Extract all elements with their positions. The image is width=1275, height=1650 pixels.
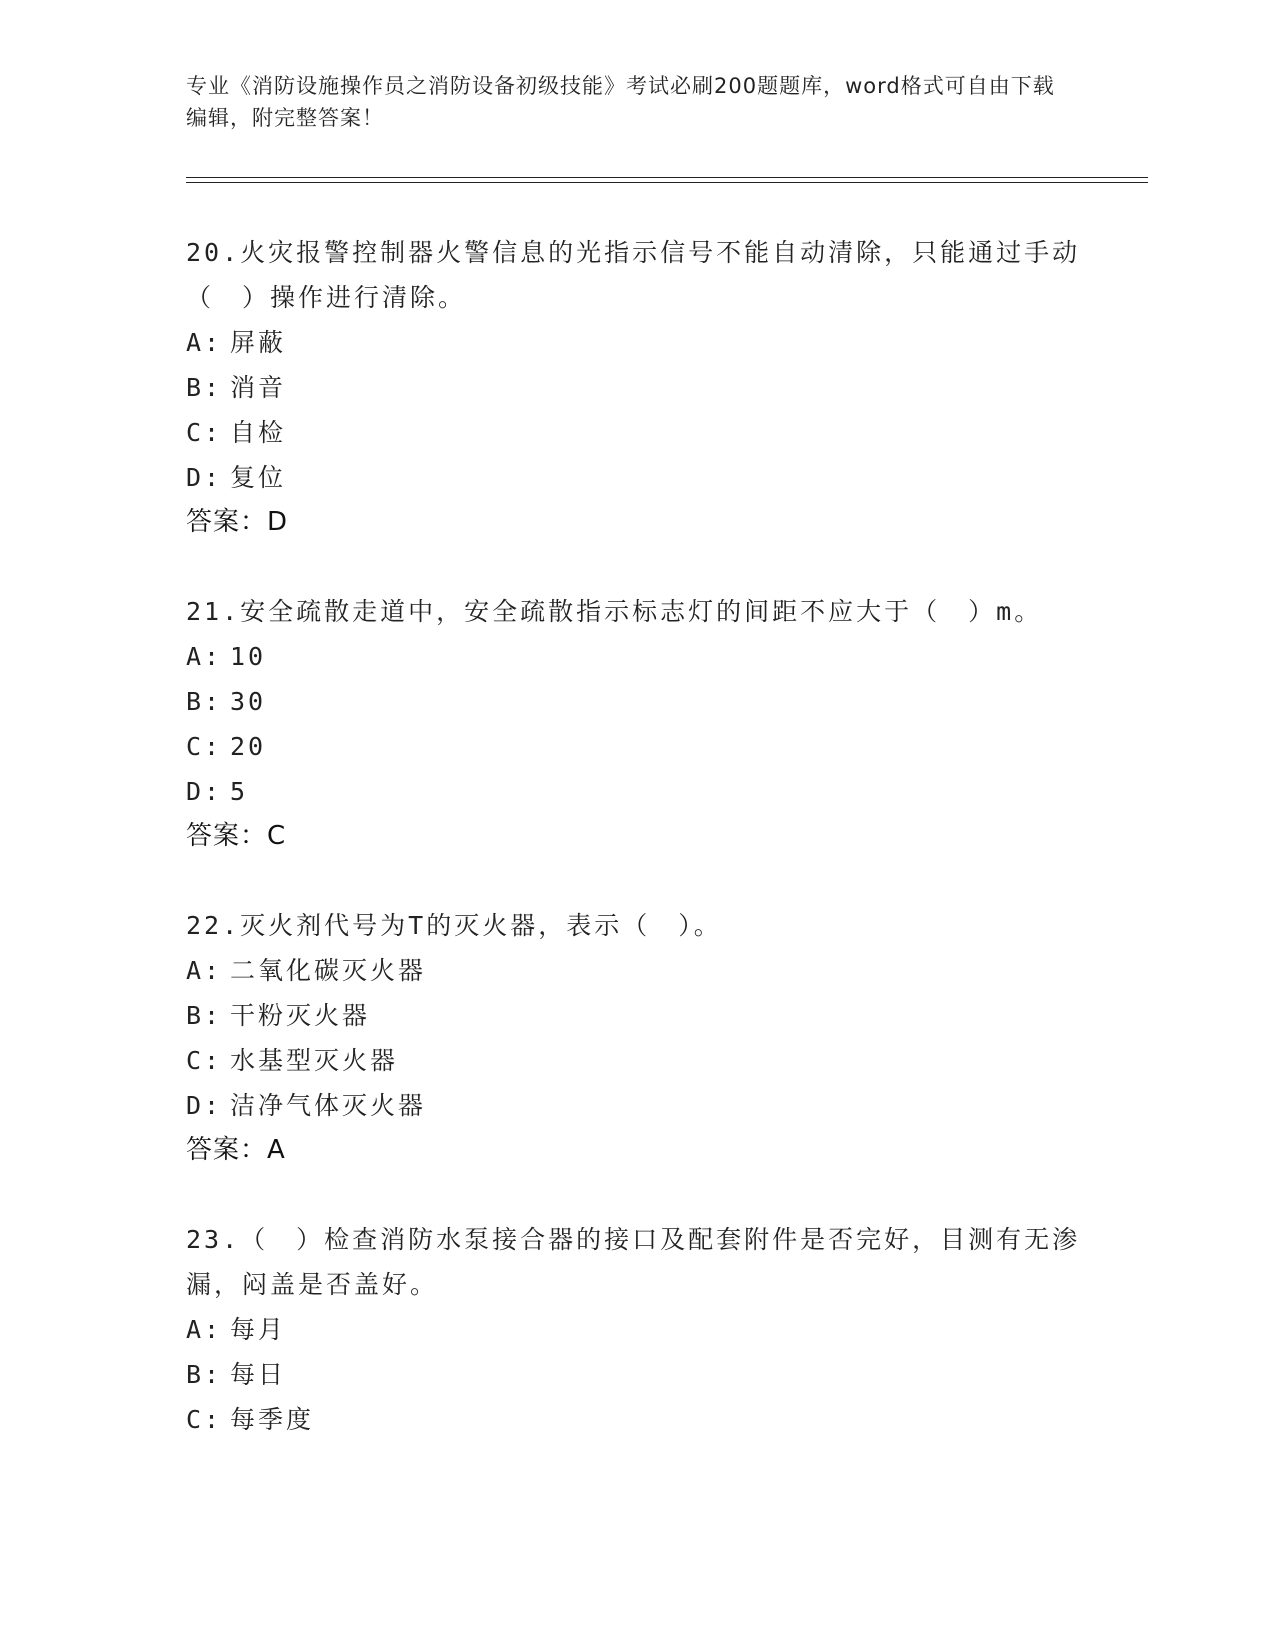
option-text: 洁净气体灭火器 [230,1091,427,1120]
option-b [186,1352,1086,1397]
option-text: 每月 [230,1315,287,1344]
option-letter: C: [186,1405,223,1434]
option-c [186,1038,1086,1083]
option-letter: A: [186,642,223,671]
option-letter: C: [186,732,223,761]
option-letter: B: [186,373,223,402]
option-letter: C: [186,1046,223,1075]
option-text: 水基型灭火器 [230,1046,399,1075]
answer-line [186,500,1086,545]
document-header-text: 专业《消防设施操作员之消防设备初级技能》考试必刷200题题库，word格式可自由下载编辑，附完整答案！ [186,74,1055,130]
option-text: 复位 [230,463,287,492]
question-item [186,903,1086,1173]
option-a [186,1307,1086,1352]
option-letter: B: [186,687,223,716]
option-letter: C: [186,418,223,447]
option-text: 干粉灭火器 [230,1001,371,1030]
option-letter: A: [186,956,223,985]
option-text: 30 [230,687,267,716]
option-text: 二氧化碳灭火器 [230,956,427,985]
option-letter: B: [186,1360,223,1389]
option-text: 消音 [230,373,287,402]
question-stem: 22.灭火剂代号为T的灭火器，表示（ ）。 [186,911,722,940]
option-d [186,769,1086,814]
option-letter: D: [186,463,223,492]
question-list [186,230,1086,1486]
option-letter: A: [186,328,223,357]
answer-line [186,814,1086,859]
answer-value: A [267,1135,286,1165]
option-letter: D: [186,1091,223,1120]
option-b [186,993,1086,1038]
option-text: 5 [230,777,249,806]
question-stem: 23.（ ）检查消防水泵接合器的接口及配套附件是否完好，目测有无渗漏，闷盖是否盖好。 [186,1225,1081,1299]
option-text: 20 [230,732,267,761]
option-text: 10 [230,642,267,671]
option-b [186,679,1086,724]
option-c [186,1397,1086,1442]
answer-prefix: 答案： [186,507,268,537]
option-text: 每季度 [230,1405,315,1434]
option-text: 屏蔽 [230,328,287,357]
answer-value: D [267,507,289,537]
question-item [186,589,1086,859]
question-item [186,1217,1086,1442]
option-c [186,410,1086,455]
answer-prefix: 答案： [186,821,268,851]
option-letter: B: [186,1001,223,1030]
answer-prefix: 答案： [186,1135,268,1165]
option-text: 自检 [230,418,287,447]
answer-value: C [267,821,287,851]
header-double-rule [186,177,1148,183]
option-letter: D: [186,777,223,806]
option-c [186,724,1086,769]
answer-line [186,1128,1086,1173]
question-stem: 20.火灾报警控制器火警信息的光指示信号不能自动清除，只能通过手动（ ）操作进行清除。 [186,238,1081,312]
option-a [186,320,1086,365]
option-text: 每日 [230,1360,287,1389]
option-d [186,455,1086,500]
option-d [186,1083,1086,1128]
option-a [186,948,1086,993]
question-stem: 21.安全疏散走道中，安全疏散指示标志灯的间距不应大于（ ）m。 [186,597,1043,626]
question-item [186,230,1086,545]
option-b [186,365,1086,410]
option-letter: A: [186,1315,223,1344]
option-a [186,634,1086,679]
